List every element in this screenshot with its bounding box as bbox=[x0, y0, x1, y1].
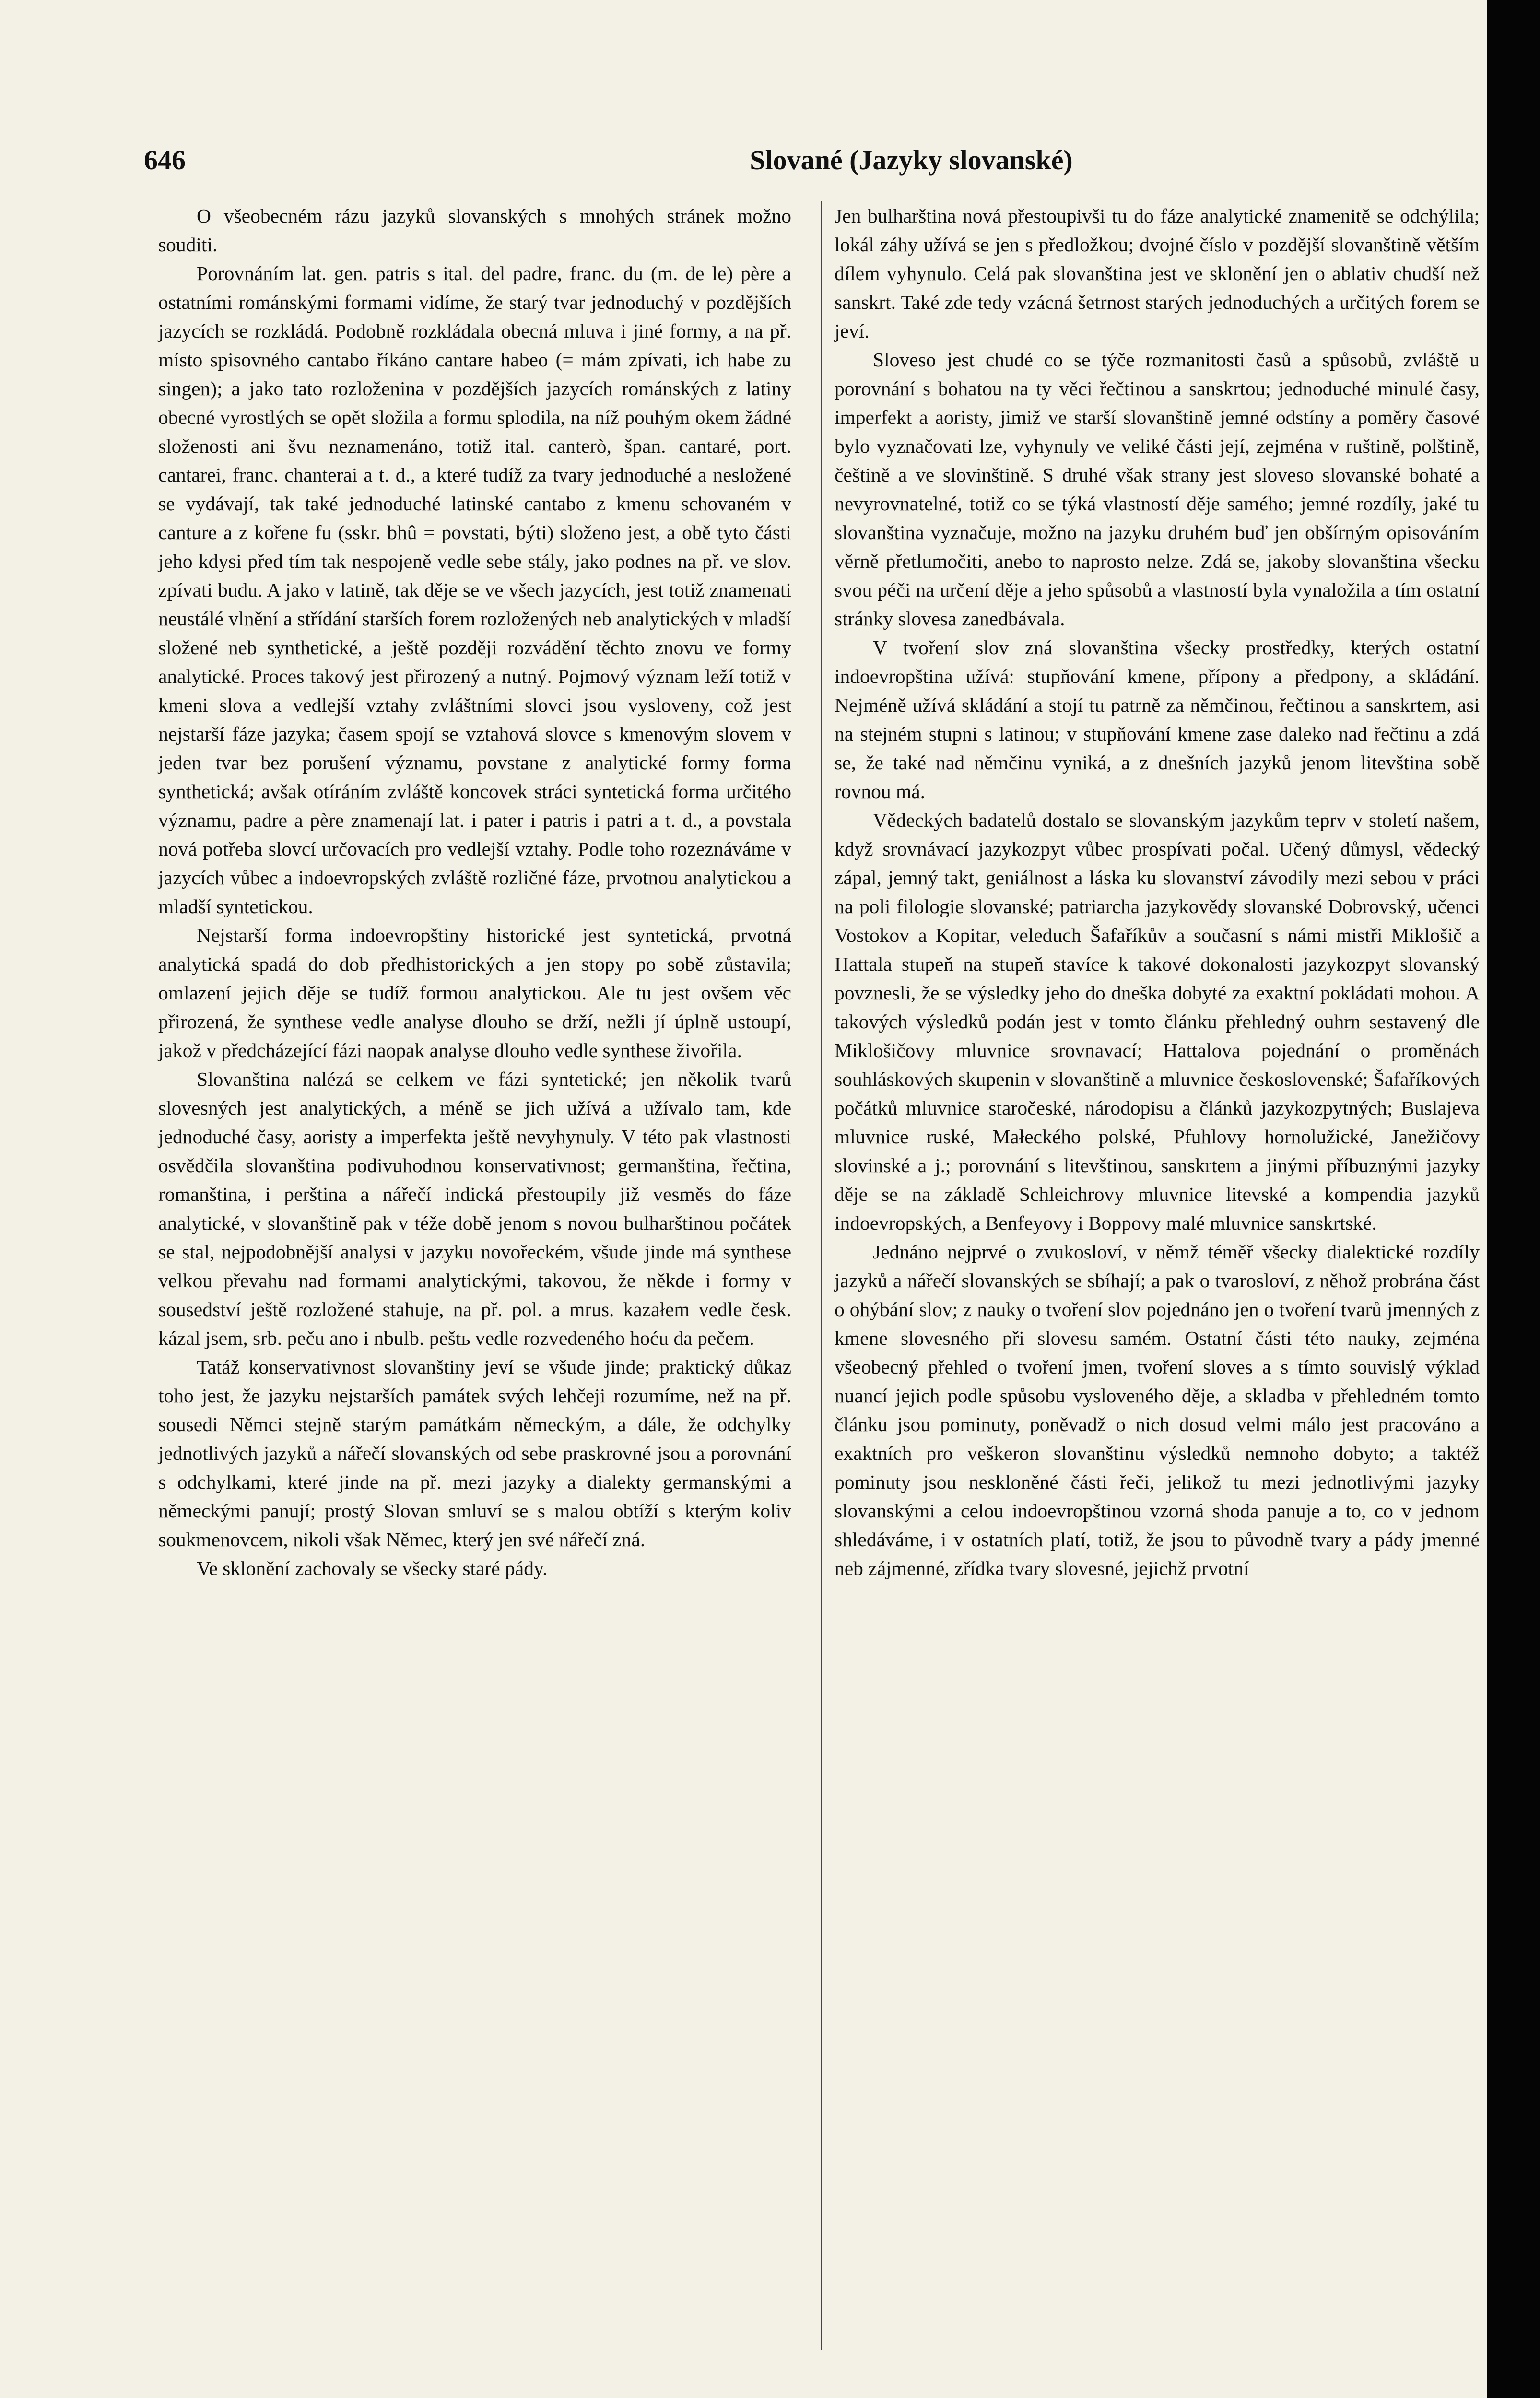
paragraph: Jednáno nejprvé o zvukosloví, v němž téměř všecky dialektické rozdíly jazyků a nářečí slovanských se sbíhají; a pak o tvarosloví, z něhož probrána část o ohýbání slov; z nauky o tvoření slov pojednáno jen o tvoření tvarů jmenných z kmene slovesného při slovesu samém. Ostatní části této nauky, zejména všeobecný přehled o tvoření jmen, tvoření sloves a s tímto souvislý výklad nuancí jejich podle spůsobu vysloveného děje, a skladba v přehledném tomto článku jsou pominuty, poněvadž o nich dosud velmi málo jest pracováno a exaktních pro veškeron slovanštinu výsledků nemnoho dobyto; a taktéž pominuty jsou neskloněné části řeči, jelikož tu mezi jednotlivými jazyky slovanskými a celou indoevropštinou vzorná shoda panuje a to, co v jednom shledáváme, i v ostatních platí, totiž, že jsou to původně tvary a pády jmenné neb zájmenné, zřídka tvary slovesné, jejichž prvotní bbox=[835, 1241, 1480, 1579]
paragraph: Jen bulharština nová přestoupivši tu do fáze analytické znamenitě se odchýlila; lokál záhy užívá se jen s předložkou; dvojné číslo v pozdější slovanštině větším dílem vyhynulo. Celá pak slovanština jest ve sklonění jen o ablativ chudší než sanskrt. Také zde tedy vzácná šetrnost starých jednoduchých a určitých forem se jeví. bbox=[835, 205, 1480, 342]
paragraph: Nejstarší forma indoevropštiny historické jest syntetická, prvotná analytická spadá do dob předhistorických a jen stopy po sobě zůstavila; omlazení jejich děje se tudíž formou analytickou. Ale tu jest ovšem věc přirozená, že synthese vedle analyse dlouho se drží, nežli jí úplně ustoupí, jakož v předcházející fázi naopak analyse dlouho vedle synthese živořila. bbox=[158, 924, 791, 1061]
running-title: Slované (Jazyky slovanské) bbox=[750, 144, 1073, 176]
paragraph: Porovnáním lat. gen. patris s ital. del padre, franc. du (m. de le) père a ostatními románskými formami vidíme, že starý tvar jednoduchý v pozdějších jazycích se rozkládá. Podobně rozkládala obecná mluva i jiné formy, a na př. místo spisovného cantabo říkáno cantare habeo (= mám zpívati, ich habe zu singen); a jako tato rozloženina v pozdějších jazycích románských z latiny obecné vyrostlých se opět složila a formu splodila, na níž pouhým okem žádné složenosti ani švu neznamenáno, totiž ital. canterò, špan. cantaré, port. cantarei, franc. chanterai a t. d., a které tudíž za tvary jednoduché a nesložené se vydávají, tak také jednoduché latinské cantabo z kmenu schovaném v canture a z kořene fu (sskr. bhû = povstati, býti) složeno jest, a obě tyto části jeho kdysi před tím tak nespojeně vedle sebe stály, jako podnes na př. ve slov. zpívati budu. A jako v latině, tak děje se ve všech jazycích, jest totiž znamenati neustálé vlnění a střídání starších forem rozložených neb analytických v mladší složené neb synthetické, a ještě později rozvádění těchto znovu ve formy analytické. Proces takový jest přirozený a nutný. Pojmový význam leží totiž v kmeni slova a vedlejší vztahy zvláštními slovci jsou vysloveny, což jest nejstarší fáze jazyka; časem spojí se vztahová slovce s kmenovým slovem v jeden tvar bez porušení významu, povstane z analytické formy forma synthetická; avšak otíráním zvláště koncovek stráci syntetická forma určitého významu, padre a père znamenají lat. i pater i patris i patri a t. d., a povstala nová potřeba slovcí určovacích pro vedlejší vztahy. Podle toho rozeznáváme v jazycích vůbec a indoevropských zvláště rozličné fáze, prvotnou analytickou a mladší syntetickou. bbox=[158, 262, 791, 917]
page-header bbox=[144, 144, 1487, 182]
paragraph: V tvoření slov zná slovanština všecky prostředky, kterých ostatní indoevropština užívá: stupňování kmene, přípony a předpony, a skládání. Nejméně užívá skládání a stojí tu patrně za němčinou, řečtinou a sanskrtem, asi na stejném stupni s latinou; v stupňování kmene zase daleko nad řečtinu a zdá se, že také nad němčinu vyniká, a z dnešních jazyků jenom litevština sobě rovnou má. bbox=[835, 636, 1480, 802]
paragraph: Tatáž konservativnost slovanštiny jeví se všude jinde; praktický důkaz toho jest, že jazyku nejstarších památek svých lehčeji rozumíme, než na př. sousedi Němci stejně starým památkám německým, a dále, že odchylky jednotlivých jazyků a nářečí slovanských od sebe praskrovné jsou a porovnání s odchylkami, které jinde na př. mezi jazyky a dialekty germanskými a německými panují; prostý Slovan smluví se s malou obtíží s kterým koliv soukmenovcem, nikoli však Němec, který jen své nářečí zná. bbox=[158, 1356, 791, 1551]
column-divider bbox=[821, 201, 822, 2350]
paragraph: Vědeckých badatelů dostalo se slovanským jazykům teprv v století našem, když srovnávací jazykozpyt vůbec prospívati počal. Učený důmysl, vědecký zápal, jemný takt, geniálnost a láska ku slovanství závodily mezi sebou v práci na poli filologie slovanské; patriarcha jazykovědy slovanské Dobrovský, učenci Vostokov a Kopitar, veleduch Šafaříkův a současní s námi mistři Miklošič a Hattala stupeň na stupeň stavíce k takové dokonalosti jazykozpyt slovanský povznesli, že se výsledky jeho do dneška dobyté za exaktní pokládati mohou. A takových výsledků podán jest v tomto článku přehledný ouhrn sestavený dle Miklošičovy mluvnice srovnavací; Hattalova pojednání o proměnách souhláskových skupenin v slovanštině a mluvnice československé; Šafaříkových počátků mluvnice staročeské, národopisu a článků jazykozpytných; Buslajeva mluvnice ruské, Małeckého polské, Pfuhlovy hornolužické, Janežičovy slovinské a j.; porovnání s litevštinou, sanskrtem a jinými příbuznými jazyky děje se na základě Schleichrovy mluvnice litevské a kompendia jazyků indoevropských, a Benfeyovy i Boppovy malé mluvnice sanskrtské. bbox=[835, 809, 1480, 1234]
left-column bbox=[158, 201, 791, 1583]
paragraph: Slovanština nalézá se celkem ve fázi syntetické; jen několik tvarů slovesných jest analytických, a méně se jich užívá a užívalo tam, kde jednoduché časy, aoristy a imperfekta ještě nevyhynuly. V této pak vlastnosti osvědčila slovanština podivuhodnou konservativnost; germanština, řečtina, romanština, i perština a nářečí indická přestoupily již vesměs do fáze analytické, v slovanštině pak v téže době jenom s novou bulharštinou počátek se stal, nejpodobnější analysi v jazyku novořeckém, všude jinde má synthese velkou převahu nad formami analytickými, takovou, že někde i formy v sousedství ještě rozložené stahuje, na př. pol. a mrus. kazałem vedle česk. kázal jsem, srb. peču ano i nbulb. peštь vedle rozvedeného hoću da pečem. bbox=[158, 1068, 791, 1349]
scan-edge bbox=[1487, 0, 1540, 2398]
paragraph: Ve sklonění zachovaly se všecky staré pády. bbox=[197, 1557, 548, 1579]
right-column bbox=[835, 201, 1480, 1583]
page-number: 646 bbox=[144, 144, 186, 176]
paragraph: O všeobecném rázu jazyků slovanských s mnohých stránek možno souditi. bbox=[158, 205, 791, 256]
paragraph: Sloveso jest chudé co se týče rozmanitosti časů a spůsobů, zvláště u porovnání s bohatou na ty věci řečtinou a sanskrtou; jednoduché minulé časy, imperfekt a aoristy, jimiž ve starší slovanštině jemné odstíny a poměry časové bylo vyznačovati lze, vyhynuly ve veliké části její, zejména v ruštině, polštině, češtině a ve slovinštině. S druhé však strany jest sloveso slovanské bohaté a nevyrovnatelné, totiž co se týká vlastností děje samého; jemné rozdíly, jaké tu slovanština vyznačuje, možno na jazyku druhém buď jen obšírným opisováním věrně přetlumočiti, anebo to naprosto nelze. Zdá se, jakoby slovanština všecku svou péči na určení děje a jeho spůsobů a vlastností byla vynaložila a tím ostatní stránky slovesa zanedbávala. bbox=[835, 349, 1480, 630]
